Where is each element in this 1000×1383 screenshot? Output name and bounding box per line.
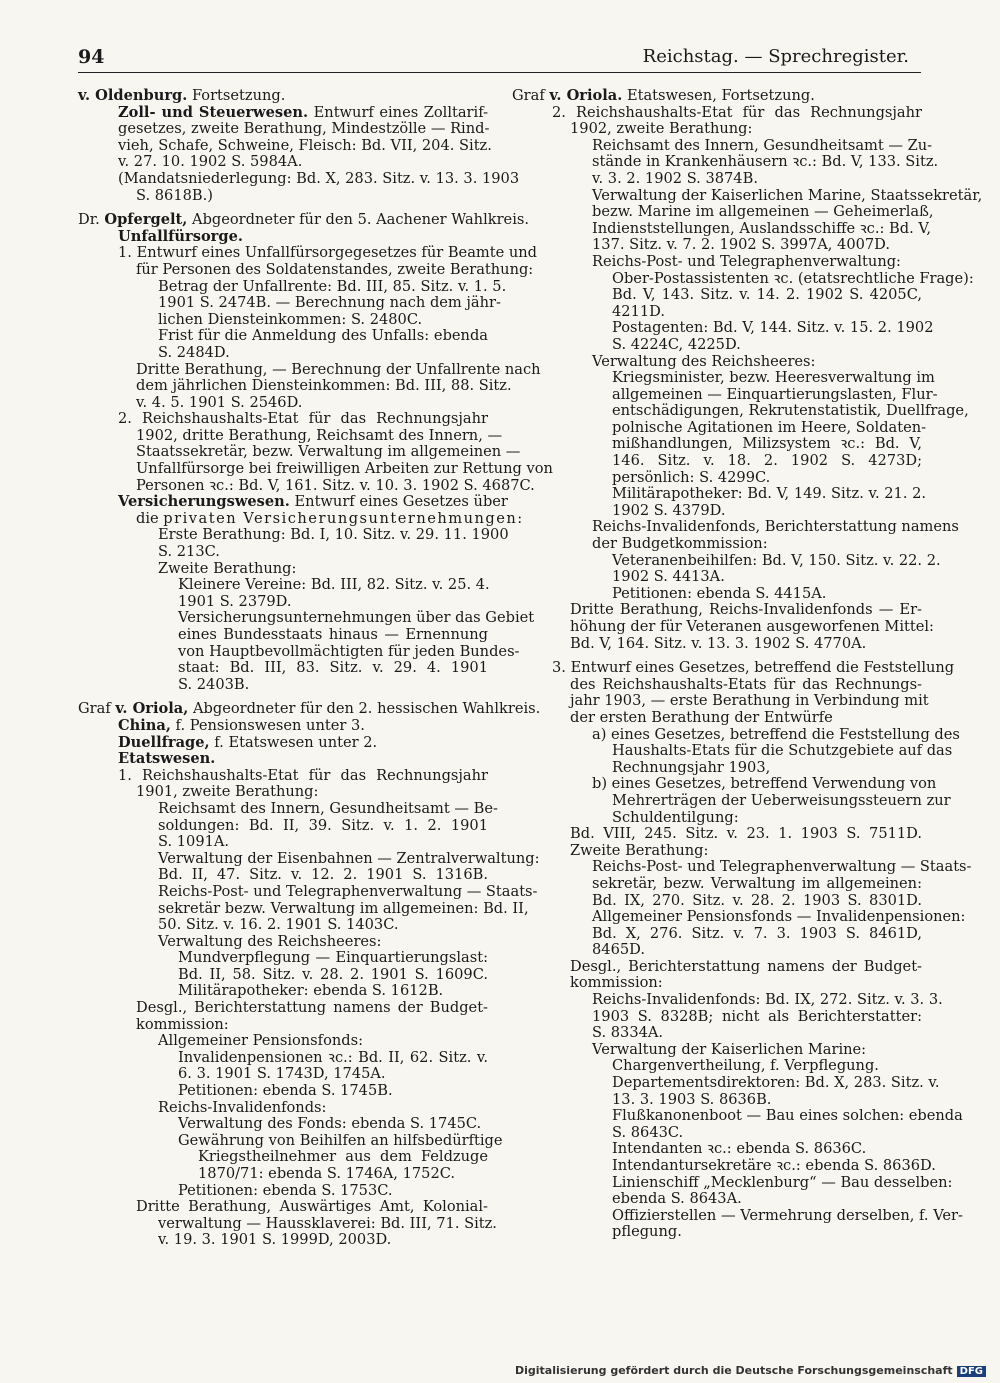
index-line: [512, 942, 922, 959]
index-line: [512, 88, 922, 105]
index-text: 4211D.: [612, 302, 665, 320]
index-line: [512, 319, 934, 337]
index-text: Allgemeiner Pensionsfonds:: [158, 1032, 364, 1050]
index-text: höhung der für Veteranen ausgeworfenen Mittel:: [570, 618, 934, 635]
index-line: [512, 826, 922, 843]
index-line: [78, 609, 535, 627]
index-text: Abgeordneter für den 5. Aachener Wahlkreis.: [187, 211, 529, 229]
index-text: sekretär, bezw. Verwaltung im allgemeinen:: [592, 874, 922, 892]
index-text: Reichs-Invalidenfonds:: [158, 1098, 327, 1116]
index-line: [512, 369, 935, 387]
index-text: Intendanten ꝛc.: ebenda S. 8636C.: [612, 1140, 867, 1158]
index-text: Dritte Berathung, Auswärtiges Amt, Kolonial-: [136, 1198, 488, 1216]
index-line: [512, 354, 922, 371]
index-line: [512, 1025, 922, 1042]
index-line: [512, 551, 941, 570]
index-line: [78, 882, 538, 901]
index-text: 1. Entwurf eines Unfallfürsorgegesetzes für Beamte und: [118, 244, 538, 262]
index-text: S. 8618B.): [136, 186, 213, 204]
index-line: [78, 834, 488, 851]
index-text: Bd. V, 164. Sitz. v. 13. 3. 1902 S. 4770A.: [570, 634, 867, 652]
index-line: [512, 742, 953, 760]
index-text: Versicherungsunternehmungen über das Gebiet: [178, 609, 535, 627]
footer-text: Digitalisierung gefördert durch die Deutsche Forschungsgemeinschaft: [514, 1364, 953, 1377]
index-line: [512, 337, 922, 354]
index-text: Dritte Berathung, — Berechnung der Unfallrente nach: [136, 360, 541, 378]
index-text: Bd. VIII, 245. Sitz. v. 23. 1. 1903 S. 7511D.: [570, 825, 922, 843]
index-line: [78, 294, 501, 312]
index-text: pflegung.: [612, 1223, 682, 1241]
index-line: [78, 460, 553, 478]
index-text: kommission:: [136, 1015, 229, 1033]
index-line: [78, 799, 498, 818]
index-text: Invalidenpensionen ꝛc.: Bd. II, 62. Sitz. v.: [178, 1048, 488, 1066]
index-text: Verwaltung der Kaiserlichen Marine, Staatssekretär,: [592, 186, 983, 204]
index-text: a) eines Gesetzes, betreffend die Feststellung des: [592, 725, 960, 743]
index-line: [78, 1116, 488, 1133]
index-text: Reichsamt des Innern, Gesundheitsamt — Be-: [158, 799, 498, 817]
index-line: [78, 627, 488, 644]
footer-credit: [515, 1364, 986, 1377]
index-line: [512, 503, 922, 520]
index-text: v. 4. 5. 1901 S. 2546D.: [136, 393, 303, 411]
index-line: [78, 735, 488, 752]
index-text: dem jährlichen Diensteinkommen: Bd. III, 88. Sitz.: [136, 377, 512, 395]
index-line: [78, 312, 488, 329]
index-text: (Mandatsniederlegung: Bd. X, 283. Sitz. v. 13. 3. 1903: [118, 169, 520, 187]
index-line: [78, 229, 488, 246]
index-text: staat: Bd. III, 83. Sitz. v. 29. 4. 1901: [178, 659, 488, 677]
index-text: Verwaltung der Kaiserlichen Marine:: [592, 1040, 867, 1058]
index-text: verwaltung — Haussklaverei: Bd. III, 71. Sitz.: [158, 1214, 497, 1232]
index-text: 1. Reichshaushalts-Etat für das Rechnungsjahr: [118, 766, 488, 784]
index-line: [78, 411, 488, 428]
index-text: Gewährung von Beihilfen an hilfsbedürftige: [178, 1131, 503, 1149]
index-line: [512, 485, 927, 503]
index-text: Bd. II, 47. Sitz. v. 12. 2. 1901 S. 1316B.: [158, 866, 488, 884]
index-line: [512, 791, 951, 810]
index-line: [78, 768, 488, 785]
index-text: Flußkanonenboot — Bau eines solchen: ebenda: [612, 1107, 963, 1125]
index-text: jahr 1903, — erste Berathung in Verbindung mit: [570, 692, 929, 710]
index-text: Schuldentilgung:: [612, 808, 739, 826]
index-text: Desgl., Berichterstattung namens der Budget-: [570, 957, 922, 975]
index-line: [512, 304, 922, 321]
index-text: Kriegsminister, bezw. Heeresverwaltung im: [612, 369, 935, 387]
index-line: [78, 526, 509, 544]
index-text: Personen ꝛc.: Bd. V, 161. Sitz. v. 10. 3. 1902 S. 4687C.: [136, 476, 535, 494]
index-line: [512, 219, 931, 238]
index-line: [78, 1000, 488, 1017]
index-text: Petitionen: ebenda S. 1753C.: [178, 1181, 393, 1199]
index-line: [78, 934, 488, 951]
index-text: Bd. IX, 270. Sitz. v. 28. 2. 1903 S. 8301D.: [592, 891, 922, 909]
index-line: [78, 849, 540, 868]
index-text: S. 1091A.: [158, 833, 230, 851]
index-text: 3. Entwurf eines Gesetzes, betreffend die Feststellung: [552, 659, 955, 677]
index-line: [512, 385, 938, 404]
index-line: [512, 536, 922, 553]
index-line: [512, 1157, 936, 1175]
index-line: [512, 893, 922, 910]
index-line: [78, 443, 521, 461]
index-line: [78, 677, 488, 694]
index-line: [78, 983, 488, 1000]
index-line: [78, 169, 520, 188]
index-text: 1901 S. 2474B. — Berechnung nach dem jähr-: [158, 294, 501, 312]
index-text: S. 8643C.: [612, 1123, 684, 1141]
index-heading: Etatswesen.: [118, 750, 216, 768]
index-text: Kleinere Vereine: Bd. III, 82. Sitz. v. 25. 4.: [178, 576, 490, 594]
index-text: Entwurf eines Zolltarif-: [308, 103, 489, 121]
index-line: [512, 418, 927, 437]
index-text: Abgeordneter für den 2. hessischen Wahlkreis.: [188, 700, 541, 718]
index-text: 2. Reichshaushalts-Etat für das Rechnungsjahr: [118, 410, 488, 428]
index-text: 13. 3. 1903 S. 8636B.: [612, 1090, 772, 1108]
index-text: Intendantursekretäre ꝛc.: ebenda S. 8636D.: [612, 1157, 936, 1174]
index-line: [78, 1017, 488, 1034]
index-line: [78, 1050, 488, 1067]
index-text: 6. 3. 1901 S. 1743D, 1745A.: [178, 1065, 386, 1083]
index-line: [78, 577, 488, 594]
index-text: f. Pensionswesen unter 3.: [170, 716, 365, 734]
index-line: [512, 121, 922, 138]
index-line: [78, 1149, 488, 1166]
left-column: [78, 87, 553, 1249]
index-text: b) eines Gesetzes, betreffend Verwendung von: [592, 775, 937, 793]
index-line: [78, 345, 488, 362]
index-line: [78, 105, 488, 122]
index-line: [78, 154, 488, 171]
index-line: [512, 453, 922, 470]
index-text: Haushalts-Etats für die Schutzgebiete auf das: [612, 742, 953, 760]
index-line: [512, 1191, 922, 1208]
index-line: [512, 1058, 922, 1075]
index-line: [512, 775, 937, 793]
index-line: [512, 677, 922, 694]
index-line: [512, 586, 922, 603]
index-text: eines Bundesstaats hinaus — Ernennung: [178, 626, 488, 643]
index-text: stände in Krankenhäusern ꝛc.: Bd. V, 133. Sitz.: [592, 153, 939, 171]
index-text: Ober-Postassistenten ꝛc. (etatsrechtliche Frage):: [612, 269, 974, 287]
index-text: Reichs-Invalidenfonds: Bd. IX, 272. Sitz. v. 3. 3.: [592, 991, 943, 1009]
index-text: ebenda S. 8643A.: [612, 1190, 742, 1208]
index-line: [512, 1206, 963, 1225]
index-text: des Reichshaushalts-Etats für das Rechnungs-: [570, 675, 922, 693]
index-line: [78, 493, 508, 511]
index-heading: Unfallfürsorge.: [118, 227, 243, 245]
index-text: 1902 S. 4379D.: [612, 501, 726, 519]
index-line: [512, 659, 955, 677]
index-text: die: [136, 509, 164, 527]
index-text: Petitionen: ebenda S. 1745B.: [178, 1082, 393, 1100]
index-text: 1902, dritte Berathung, Reichsamt des Innern, —: [136, 426, 503, 444]
index-text: der ersten Berathung der Entwürfe: [570, 708, 833, 726]
index-text: Entwurf eines Gesetzes über: [289, 493, 508, 511]
index-line: [512, 186, 983, 205]
index-line: [512, 636, 922, 653]
index-line: [78, 328, 488, 345]
index-line: [78, 509, 524, 528]
index-line: [78, 211, 529, 229]
index-text: Desgl., Berichterstattung namens der Budget-: [136, 999, 488, 1017]
index-line: [512, 105, 922, 122]
index-text: S. 4224C, 4225D.: [612, 335, 741, 353]
index-line: [512, 136, 933, 155]
index-text: 146. Sitz. v. 18. 2. 1902 S. 4273D;: [612, 452, 922, 470]
index-line: [512, 470, 922, 487]
index-line: [78, 1232, 488, 1249]
index-line: [512, 858, 972, 876]
index-text: Indienststellungen, Auslandsschiffe ꝛc.: Bd. V,: [592, 219, 931, 237]
right-column: [512, 87, 983, 1241]
index-heading: Duellfrage,: [118, 733, 210, 751]
index-line: [78, 1199, 488, 1216]
index-line: [512, 237, 922, 254]
index-text: bezw. Marine im allgemeinen — Geheimerlaß,: [592, 203, 934, 221]
index-heading: Opfergelt,: [104, 211, 188, 229]
index-text: Bd. II, 58. Sitz. v. 28. 2. 1901 S. 1609C.: [178, 965, 488, 983]
index-text: Kriegstheilnehmer aus dem Feldzuge: [198, 1148, 488, 1166]
index-line: [78, 917, 488, 934]
index-line: [512, 926, 922, 943]
index-line: [512, 602, 922, 619]
index-text: 50. Sitz. v. 16. 2. 1901 S. 1403C.: [158, 916, 399, 934]
index-text: sekretär bezw. Verwaltung im allgemeinen: Bd. II,: [158, 899, 529, 917]
index-text: Zweite Berathung:: [158, 559, 297, 577]
index-text: der Budgetkommission:: [592, 535, 768, 553]
index-text: Departementsdirektoren: Bd. X, 283. Sitz. v.: [612, 1074, 940, 1092]
index-heading: v. Oriola,: [115, 700, 189, 718]
index-text: Rechnungsjahr 1903,: [612, 758, 771, 776]
index-line: [512, 692, 929, 710]
index-text: 1870/71: ebenda S. 1746A, 1752C.: [198, 1165, 456, 1182]
index-line: [78, 660, 488, 677]
index-text: Frist für die Anmeldung des Unfalls: ebenda: [158, 327, 488, 345]
index-heading: China,: [118, 716, 171, 734]
index-line: [512, 991, 943, 1009]
index-line: [78, 1033, 488, 1050]
page-number: 94: [78, 46, 105, 68]
index-text: soldungen: Bd. II, 39. Sitz. v. 1. 2. 1901: [158, 816, 488, 834]
index-text: Verwaltung des Reichsheeres:: [592, 352, 816, 370]
index-line: [512, 1042, 922, 1059]
index-text: vieh, Schafe, Schweine, Fleisch: Bd. VII, 204. Sitz.: [118, 136, 492, 154]
index-line: [78, 899, 529, 918]
index-text: von Hauptbevollmächtigten für jeden Bundes-: [178, 642, 520, 660]
index-line: [512, 975, 922, 992]
index-line: [78, 751, 488, 768]
index-text: Fortsetzung.: [187, 87, 286, 104]
index-text: gesetzes, zweite Berathung, Mindestzölle — Rind-: [118, 120, 490, 138]
index-text: Bd. X, 276. Sitz. v. 7. 3. 1903 S. 8461D,: [592, 924, 922, 942]
index-line: [512, 876, 922, 893]
index-line: [78, 1083, 488, 1100]
index-line: [512, 843, 922, 860]
index-line: [512, 810, 922, 827]
index-text: 137. Sitz. v. 7. 2. 1902 S. 3997A, 4007D.: [592, 236, 890, 254]
index-line: [78, 360, 541, 379]
index-line: [78, 700, 541, 718]
index-line: [512, 171, 922, 188]
index-heading: v. Oriola.: [549, 87, 623, 104]
index-text: mißhandlungen, Milizsystem ꝛc.: Bd. V,: [612, 435, 922, 453]
index-line: [78, 544, 488, 561]
index-line: [512, 710, 922, 727]
index-text: für Personen des Soldatenstandes, zweite Berathung:: [136, 260, 534, 278]
index-text: S. 2484D.: [158, 343, 230, 361]
index-line: [512, 618, 934, 636]
index-line: [78, 1066, 488, 1083]
index-line: [78, 950, 488, 967]
index-line: [78, 1214, 497, 1233]
index-line: [78, 136, 492, 155]
index-heading: Versicherungswesen.: [118, 493, 290, 511]
index-line: [512, 1173, 953, 1192]
index-line: [512, 153, 939, 171]
index-line: [512, 1224, 922, 1241]
index-line: [78, 642, 520, 661]
index-heading: Zoll- und Steuerwesen.: [118, 103, 309, 121]
index-line: [512, 287, 922, 304]
index-line: [512, 1009, 922, 1026]
index-text: Erste Berathung: Bd. I, 10. Sitz. v. 29. 11. 1900: [158, 526, 509, 544]
index-line: [512, 959, 922, 976]
index-line: [512, 725, 960, 744]
index-line: [512, 1074, 940, 1092]
index-line: [78, 377, 512, 395]
index-text: Dr.: [78, 211, 105, 229]
index-text: v. 27. 10. 1902 S. 5984A.: [118, 153, 303, 171]
index-text: 1902, zweite Berathung:: [570, 120, 753, 138]
index-text: Reichs-Post- und Telegraphenverwaltung — Staats-: [158, 882, 538, 900]
index-line: [78, 1100, 488, 1117]
index-text: lichen Diensteinkommen: S. 2480C.: [158, 310, 423, 328]
index-line: [78, 594, 488, 611]
index-line: [78, 867, 488, 884]
index-line: [78, 818, 488, 835]
index-line: [78, 1131, 503, 1150]
index-text: allgemeinen — Einquartierungslasten, Flur-: [612, 385, 938, 403]
index-line: [78, 260, 534, 279]
index-text: Dritte Berathung, Reichs-Invalidenfonds — Er-: [570, 601, 922, 619]
index-line: [78, 395, 488, 412]
index-text: Reichs-Post- und Telegraphenverwaltung — Staats-: [592, 858, 972, 876]
index-text: Staatssekretär, bezw. Verwaltung im allgemeinen —: [136, 443, 521, 461]
index-text: Linienschiff „Mecklenburg“ — Bau desselben:: [612, 1173, 953, 1191]
index-text: S. 213C.: [158, 543, 220, 561]
index-text: Chargenvertheilung, f. Verpflegung.: [612, 1057, 879, 1075]
index-line: [512, 269, 974, 288]
index-text: Zweite Berathung:: [570, 841, 709, 859]
index-text: 2. Reichshaushalts-Etat für das Rechnungsjahr: [552, 103, 922, 121]
index-line: [512, 518, 959, 536]
index-text: entschädigungen, Rekrutenstatistik, Duellfrage,: [612, 402, 969, 420]
index-text: Etatswesen, Fortsetzung.: [622, 87, 815, 104]
index-line: [78, 244, 538, 262]
index-text: privaten Versicherungsunternehmungen:: [163, 509, 524, 527]
index-line: [512, 1107, 963, 1125]
index-text: 8465D.: [592, 941, 645, 959]
index-text: S. 8334A.: [592, 1024, 664, 1042]
index-text: Mehrerträgen der Ueberweisungssteuern zur: [612, 791, 951, 809]
index-text: polnische Agitationen im Heere, Soldaten-: [612, 418, 927, 436]
index-text: 1902 S. 4413A.: [612, 568, 725, 586]
index-text: kommission:: [570, 974, 663, 992]
index-text: Veteranenbeihilfen: Bd. V, 150. Sitz. v. 22. 2.: [612, 551, 941, 569]
index-line: [78, 277, 507, 296]
index-line: [78, 967, 488, 984]
index-text: Offizierstellen — Vermehrung derselben, f. Ver-: [612, 1206, 963, 1224]
index-line: [78, 88, 488, 105]
index-text: v. 19. 3. 1901 S. 1999D, 2003D.: [158, 1231, 392, 1249]
index-text: Unfallfürsorge bei freiwilligen Arbeiten zur Rettung von: [136, 460, 553, 478]
index-text: Betrag der Unfallrente: Bd. III, 85. Sitz. v. 1. 5.: [158, 277, 507, 295]
index-text: Militärapotheker: Bd. V, 149. Sitz. v. 21. 2.: [612, 485, 927, 503]
index-text: persönlich: S. 4299C.: [612, 468, 771, 486]
index-line: [78, 1166, 488, 1183]
index-text: Verwaltung des Fonds: ebenda S. 1745C.: [178, 1115, 482, 1133]
index-heading: v. Oldenburg.: [78, 87, 188, 104]
index-text: Postagenten: Bd. V, 144. Sitz. v. 15. 2. 1902: [612, 319, 934, 337]
index-text: Graf: [78, 700, 116, 718]
index-line: [78, 476, 535, 495]
index-text: Allgemeiner Pensionsfonds — Invalidenpensionen:: [592, 908, 966, 926]
index-line: [512, 436, 922, 453]
index-text: v. 3. 2. 1902 S. 3874B.: [592, 169, 758, 187]
index-text: Reichsamt des Innern, Gesundheitsamt — Zu-: [592, 136, 933, 154]
index-text: 1901 S. 2379D.: [178, 592, 292, 610]
index-line: [78, 561, 488, 578]
index-text: f. Etatswesen unter 2.: [209, 733, 378, 751]
dfg-logo: DFG: [957, 1366, 986, 1377]
index-text: Bd. V, 143. Sitz. v. 14. 2. 1902 S. 4205C,: [612, 286, 922, 304]
index-line: [512, 203, 934, 221]
index-text: S. 2403B.: [178, 675, 250, 693]
index-line: [512, 1141, 922, 1158]
index-line: [78, 718, 488, 735]
index-line: [512, 569, 922, 586]
index-text: Graf: [512, 87, 550, 104]
index-line: [78, 121, 488, 138]
index-line: [512, 1092, 922, 1109]
index-text: Verwaltung der Eisenbahnen — Zentralverwaltung:: [158, 849, 540, 867]
index-line: [512, 402, 969, 420]
index-line: [78, 784, 488, 801]
index-text: 1903 S. 8328B; nicht als Berichterstatter:: [592, 1007, 922, 1025]
index-line: [78, 426, 503, 445]
index-line: [512, 908, 966, 926]
index-text: Petitionen: ebenda S. 4415A.: [612, 584, 827, 602]
index-text: Verwaltung des Reichsheeres:: [158, 932, 382, 950]
running-title: Reichstag. — Sprechregister.: [642, 46, 909, 67]
index-text: Reichs-Invalidenfonds, Berichterstattung namens: [592, 518, 959, 536]
running-header: [78, 44, 921, 73]
index-text: Militärapotheker: ebenda S. 1612B.: [178, 982, 444, 1000]
index-line: [78, 188, 488, 205]
index-line: [512, 760, 922, 777]
index-text: Reichs-Post- und Telegraphenverwaltung:: [592, 252, 901, 270]
index-line: [78, 1183, 488, 1200]
index-line: [512, 1125, 922, 1142]
index-text: Mundverpflegung — Einquartierungslast:: [178, 949, 488, 967]
index-line: [512, 254, 922, 271]
index-text: 1901, zweite Berathung:: [136, 783, 319, 801]
